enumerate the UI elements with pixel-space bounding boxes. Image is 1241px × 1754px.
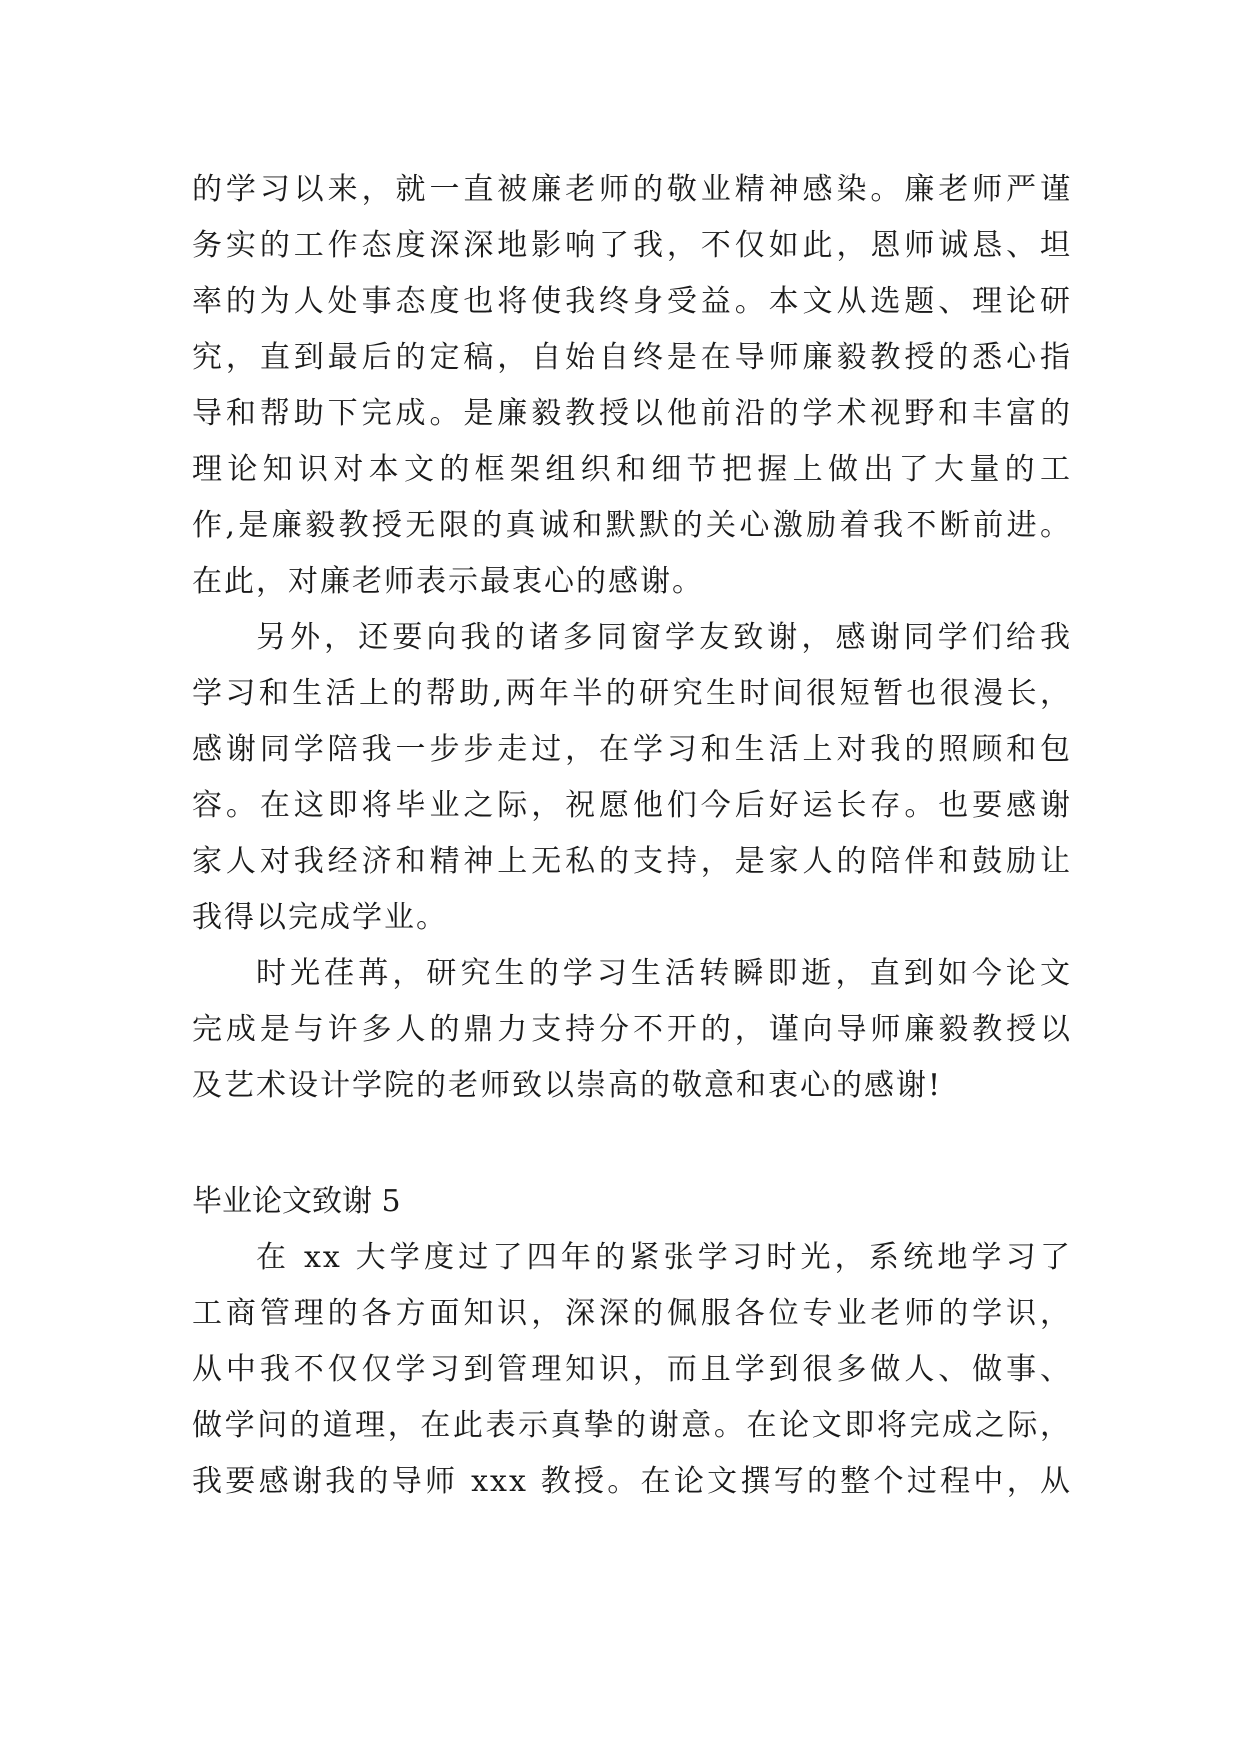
- text-line: 从中我不仅仅学习到管理知识，而且学到很多做人、做事、: [192, 1352, 1072, 1387]
- text-line: 在此，对廉老师表示最衷心的感谢。: [192, 564, 704, 599]
- text-line: 率的为人处事态度也将使我终身受益。本文从选题、理论研: [192, 284, 1072, 319]
- paragraph-acknowledgement-5: [192, 1230, 1072, 1510]
- document-body: [192, 162, 1072, 1510]
- paragraph-closing: [192, 946, 1072, 1114]
- text-line: 感谢同学陪我一步步走过，在学习和生活上对我的照顾和包: [192, 732, 1072, 767]
- text-line: 我要感谢我的导师 xxx 教授。在论文撰写的整个过程中，从: [192, 1464, 1072, 1499]
- section-heading: 毕业论文致谢 5: [192, 1184, 401, 1219]
- paragraph-continued: [192, 162, 1072, 610]
- section-spacer: [192, 1114, 1072, 1174]
- paragraph-thanks-classmates: [192, 610, 1072, 946]
- text-line: 务实的工作态度深深地影响了我，不仅如此，恩师诚恳、坦: [192, 228, 1072, 263]
- text-line: 做学问的道理，在此表示真挚的谢意。在论文即将完成之际，: [192, 1408, 1072, 1443]
- text-line: 及艺术设计学院的老师致以崇高的敬意和衷心的感谢!: [192, 1068, 943, 1103]
- text-line: 学习和生活上的帮助,两年半的研究生时间很短暂也很漫长，: [192, 676, 1072, 711]
- text-line: 理论知识对本文的框架组织和细节把握上做出了大量的工: [192, 452, 1072, 487]
- text-line: 容。在这即将毕业之际，祝愿他们今后好运长存。也要感谢: [192, 788, 1072, 823]
- text-line: 的学习以来，就一直被廉老师的敬业精神感染。廉老师严谨: [192, 172, 1072, 207]
- text-line: 完成是与许多人的鼎力支持分不开的，谨向导师廉毅教授以: [192, 1012, 1072, 1047]
- text-line: 究，直到最后的定稿，自始自终是在导师廉毅教授的悉心指: [192, 340, 1072, 375]
- text-line: 时光荏苒，研究生的学习生活转瞬即逝，直到如今论文: [256, 956, 1072, 991]
- text-line: 导和帮助下完成。是廉毅教授以他前沿的学术视野和丰富的: [192, 396, 1072, 431]
- text-line: 在 xx 大学度过了四年的紧张学习时光，系统地学习了: [256, 1240, 1072, 1275]
- text-line: 我得以完成学业。: [192, 900, 448, 935]
- text-line: 家人对我经济和精神上无私的支持，是家人的陪伴和鼓励让: [192, 844, 1072, 879]
- text-line: 工商管理的各方面知识，深深的佩服各位专业老师的学识，: [192, 1296, 1072, 1331]
- text-line: 作,是廉毅教授无限的真诚和默默的关心激励着我不断前进。: [192, 508, 1072, 543]
- text-line: 另外，还要向我的诸多同窗学友致谢，感谢同学们给我: [256, 620, 1072, 655]
